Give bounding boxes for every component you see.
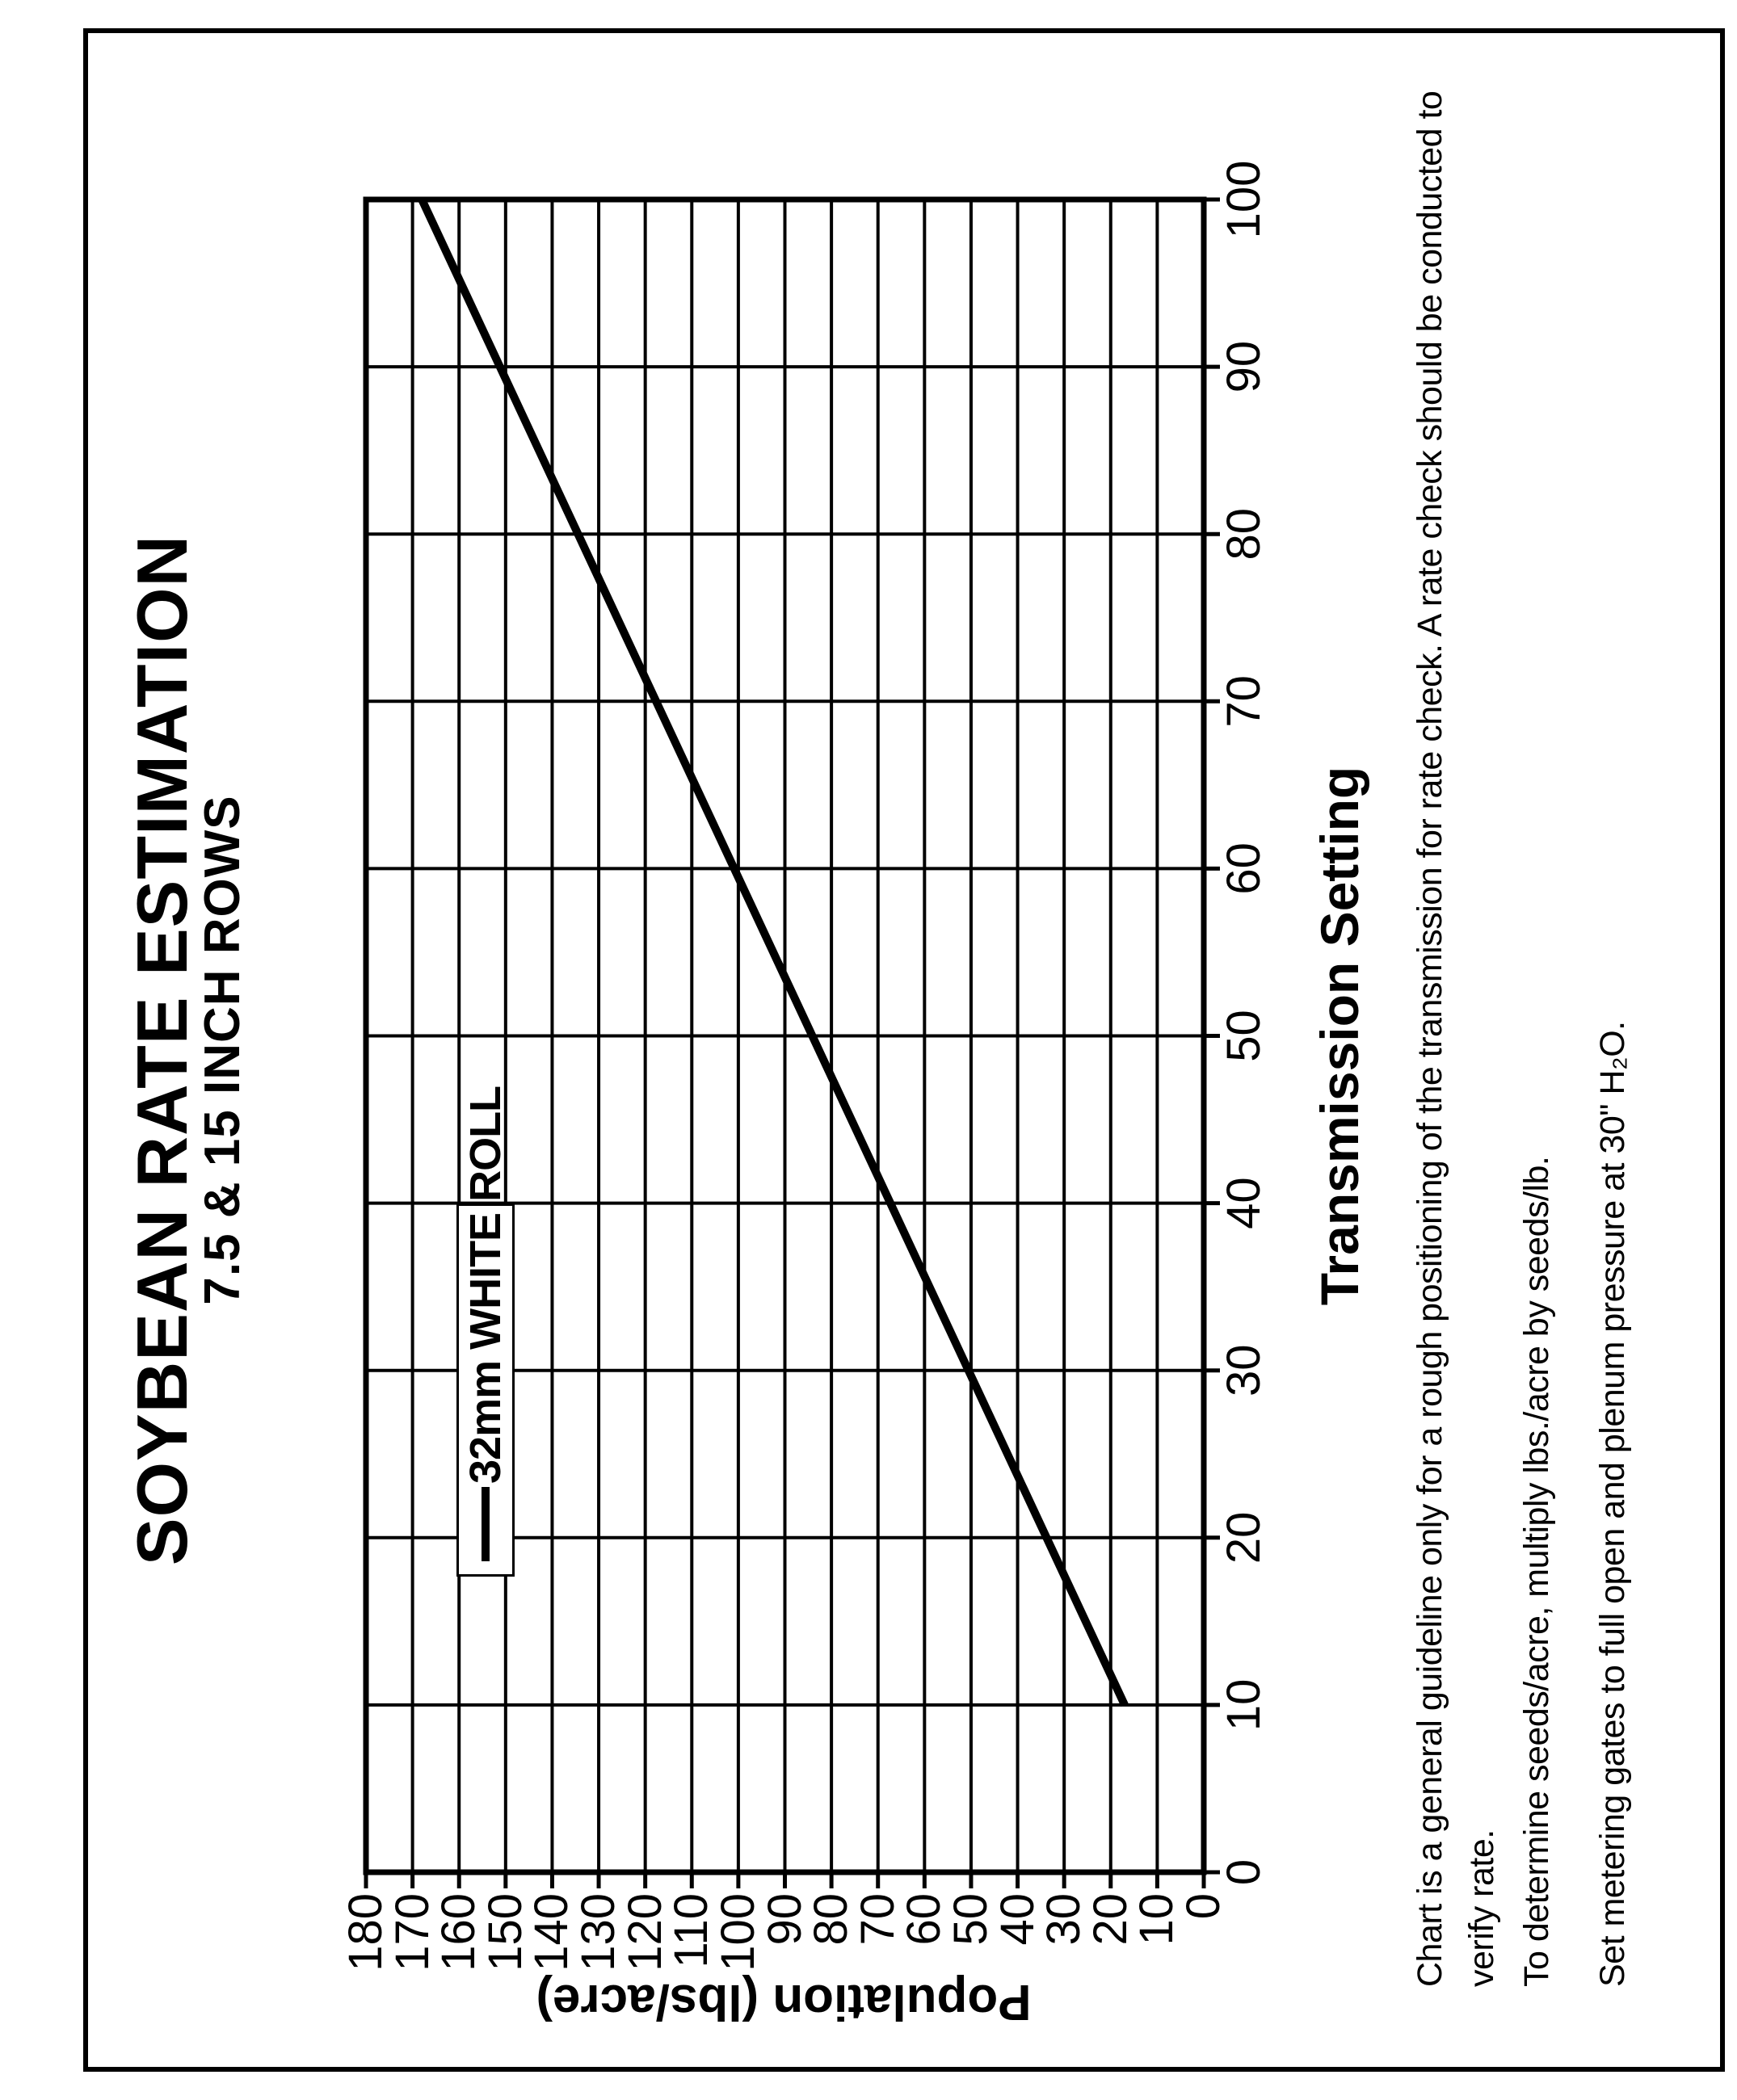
footnote-1-line-2: verify rate. [1462,1829,1501,1987]
legend-line-sample [482,1487,490,1561]
y-tick-label: 170 [385,1893,439,1972]
y-tick-label: 0 [1177,1893,1230,1920]
footnote-2: To determine seeds/acre, multiply lbs./acre by seeds/lb. [1517,1156,1556,1987]
x-tick-label: 20 [1218,1511,1270,1564]
chart-subtitle: 7.5 & 15 INCH ROWS [195,795,250,1305]
y-tick-label: 90 [758,1893,811,1946]
footnote-1-line-1: Chart is a general guideline only for a rough positioning of the transmission for rate check. A rate check should be conducted to [1411,90,1449,1987]
y-tick-label: 20 [1083,1893,1137,1946]
y-tick-label: 100 [711,1893,764,1972]
y-tick-label: 10 [1130,1893,1184,1946]
y-tick-label: 30 [1037,1893,1091,1946]
y-tick-label: 140 [525,1893,578,1972]
x-tick-label: 60 [1218,842,1270,895]
y-tick-label: 150 [478,1893,532,1972]
x-tick-label: 70 [1218,675,1270,728]
y-tick-label: 50 [944,1893,997,1946]
x-tick-label: 10 [1218,1678,1270,1732]
y-tick-label: 70 [851,1893,904,1946]
y-tick-label: 60 [898,1893,951,1946]
x-tick-label: 0 [1218,1858,1270,1886]
chart-title: SOYBEAN RATE ESTIMATION [122,534,202,1566]
y-tick-label: 160 [432,1893,486,1972]
footnote-3: Set metering gates to full open and plenum pressure at 30" H₂O. [1593,1021,1632,1987]
x-tick-label: 30 [1218,1344,1270,1396]
x-tick-label: 80 [1218,507,1270,561]
y-tick-label: 180 [339,1893,392,1972]
x-tick-label: 100 [1218,160,1270,239]
y-tick-label: 40 [990,1893,1044,1946]
y-tick-label: 110 [665,1893,718,1968]
x-tick-label: 50 [1218,1010,1270,1062]
x-axis-title: Transmission Setting [1310,766,1369,1306]
x-tick-label: 90 [1218,340,1270,393]
y-tick-label: 80 [805,1893,858,1946]
y-axis-title: Population (lbs/acre) [536,1974,1032,2030]
series-line [422,200,1125,1705]
y-tick-label: 130 [572,1893,625,1972]
y-tick-label: 120 [618,1893,671,1972]
x-tick-label: 40 [1218,1177,1270,1229]
legend-box [456,1086,515,1577]
legend-series-label: 32mm WHITE ROLL [461,1086,510,1484]
